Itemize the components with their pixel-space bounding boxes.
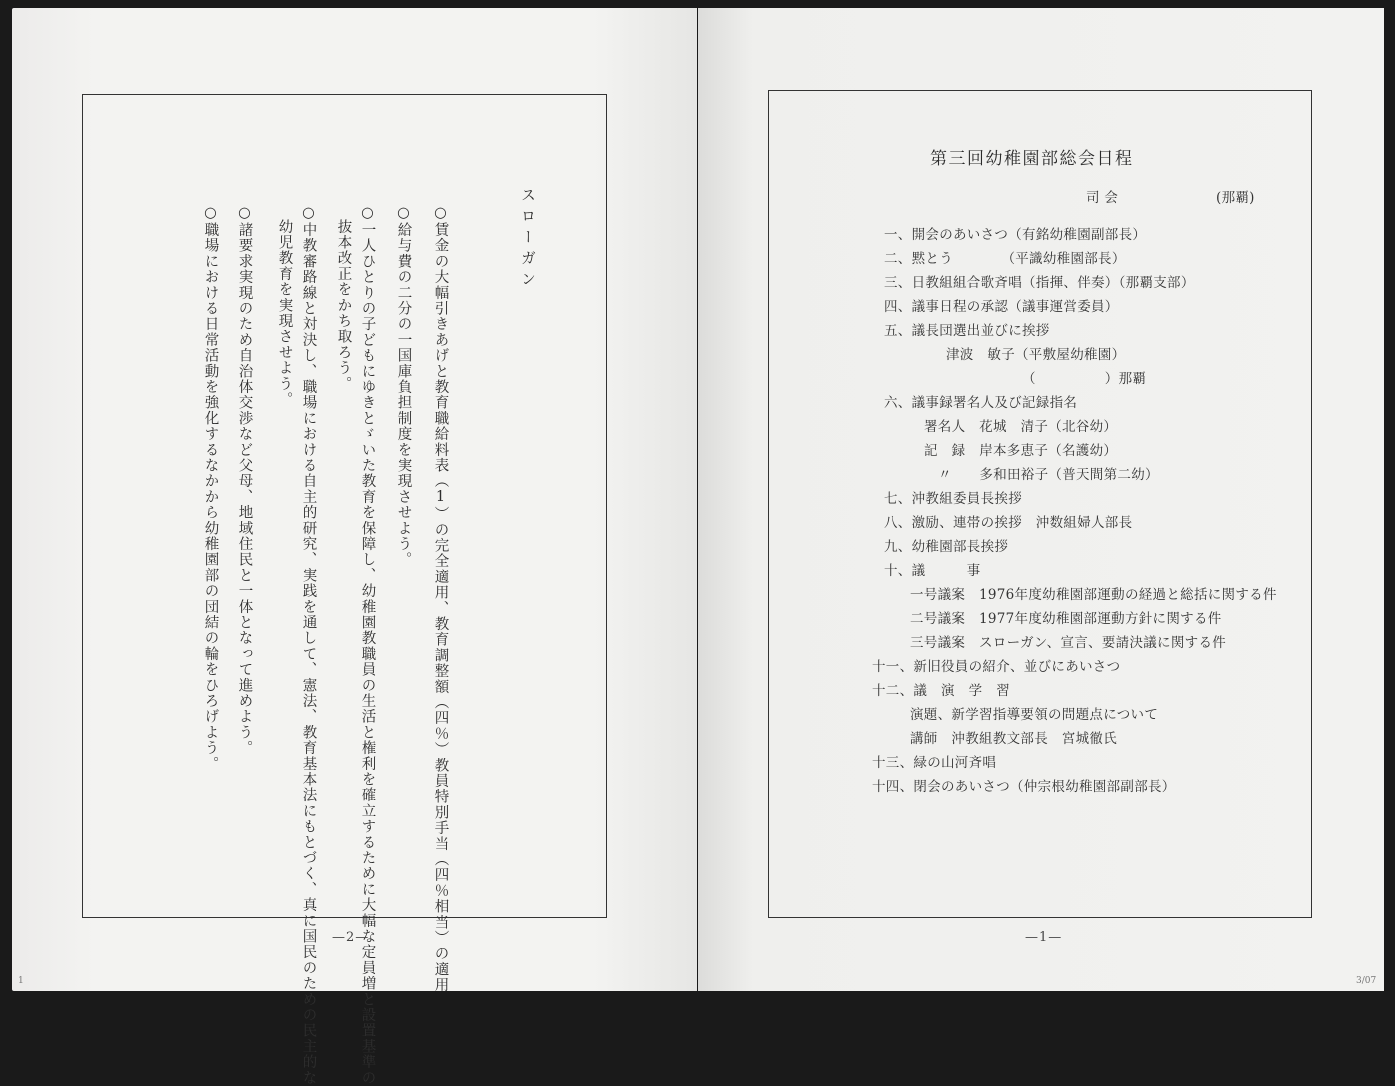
left-page-frame xyxy=(82,94,607,1086)
schedule-item: 六、議事録署名人及び記録指名 xyxy=(884,395,1078,411)
right-page-number: —1— xyxy=(1025,930,1063,945)
schedule-subitem: 記 録 岸本多恵子（名護幼） xyxy=(924,443,1118,459)
slogan-6: ○職場における日常活動を強化するなかから幼稚園部の団結の輪をひろげよう。 xyxy=(202,205,219,772)
slogan-3-cont: 抜本改正をかち取ろう。 xyxy=(335,219,352,392)
left-page xyxy=(12,8,697,1086)
chair-name: (那覇) xyxy=(1216,190,1255,206)
schedule-item: 十三、緑の山河斉唱 xyxy=(872,755,997,771)
slogan-4-cont: 幼児教育を実現させよう。 xyxy=(276,219,293,408)
schedule-item: 一、開会のあいさつ（有銘幼稚園副部長） xyxy=(884,227,1147,243)
schedule-item: 三、日教組組合歌斉唱（指揮、伴奏）（那覇支部） xyxy=(884,275,1195,291)
schedule-subitem: 二号議案 1977年度幼稚園部運動方針に関する件 xyxy=(910,611,1222,627)
schedule-title: 第三回幼稚園部総会日程 xyxy=(930,149,1134,169)
slogan-2: ○給与費の二分の一国庫負担制度を実現させよう。 xyxy=(395,205,412,568)
schedule-subitem: 講師 沖教組教文部長 宮城徹氏 xyxy=(910,731,1117,747)
schedule-item: 十四、閉会のあいさつ（仲宗根幼稚園部副部長） xyxy=(872,779,1176,795)
schedule-item: 七、沖教組委員長挨拶 xyxy=(884,491,1022,507)
left-corner-mark: 1 xyxy=(18,976,24,986)
left-page-number: —2— xyxy=(332,930,370,945)
slogan-5: ○諸要求実現のため自治体交渉など父母、地域住民と一体となって進めよう。 xyxy=(236,205,253,756)
schedule-item: 四、議事日程の承認（議事運営委員） xyxy=(884,299,1119,315)
schedule-item: 八、激励、連帯の挨拶 沖数組婦人部長 xyxy=(884,515,1133,531)
schedule-subitem: 津波 敏子（平敷屋幼稚園） xyxy=(946,347,1126,363)
schedule-item: 九、幼稚園部長挨拶 xyxy=(884,539,1009,555)
schedule-item: 二、黙とう （平識幼稚園部長） xyxy=(884,251,1126,267)
schedule-item: 十二、議 演 学 習 xyxy=(872,683,1010,699)
schedule-subitem: 演題、新学習指導要領の問題点について xyxy=(910,707,1159,723)
right-corner-mark: 3/07 xyxy=(1356,976,1377,986)
schedule-subitem: 〃 多和田裕子（普天間第二幼） xyxy=(938,467,1159,483)
slogan-3: ○一人ひとりの子どもにゆきとゞいた教育を保障し、幼稚園教職員の生活と権利を確立するために大幅な定員増と設置基準の xyxy=(359,205,376,1086)
schedule-item: 十、議 事 xyxy=(884,563,981,579)
schedule-item: 五、議長団選出並びに挨拶 xyxy=(884,323,1050,339)
schedule-subitem: 一号議案 1976年度幼稚園部運動の経過と総括に関する件 xyxy=(910,587,1277,603)
right-page xyxy=(698,8,1384,991)
schedule-subitem: 署名人 花城 清子（北谷幼） xyxy=(924,419,1118,435)
schedule-item: 十一、新旧役員の紹介、並びにあいさつ xyxy=(872,659,1121,675)
slogan-1: ○賃金の大幅引きあげと教育職給料表（1）の完全適用、教育調整額（四％）教員特別手当（四％相当）の適用 xyxy=(432,205,449,993)
schedule-subitem: 三号議案 スローガン、宣言、要請決議に関する件 xyxy=(910,635,1227,651)
schedule-subitem: （ ）那覇 xyxy=(1022,371,1147,387)
slogan-title: スローガン xyxy=(519,187,537,292)
chair-label: 司 会 xyxy=(1086,190,1119,206)
slogan-4: ○中教審路線と対決し、職場における自主的研究、実践を通して、憲法、教育基本法にもとづく、真に国民のための民主的な xyxy=(300,205,317,1086)
